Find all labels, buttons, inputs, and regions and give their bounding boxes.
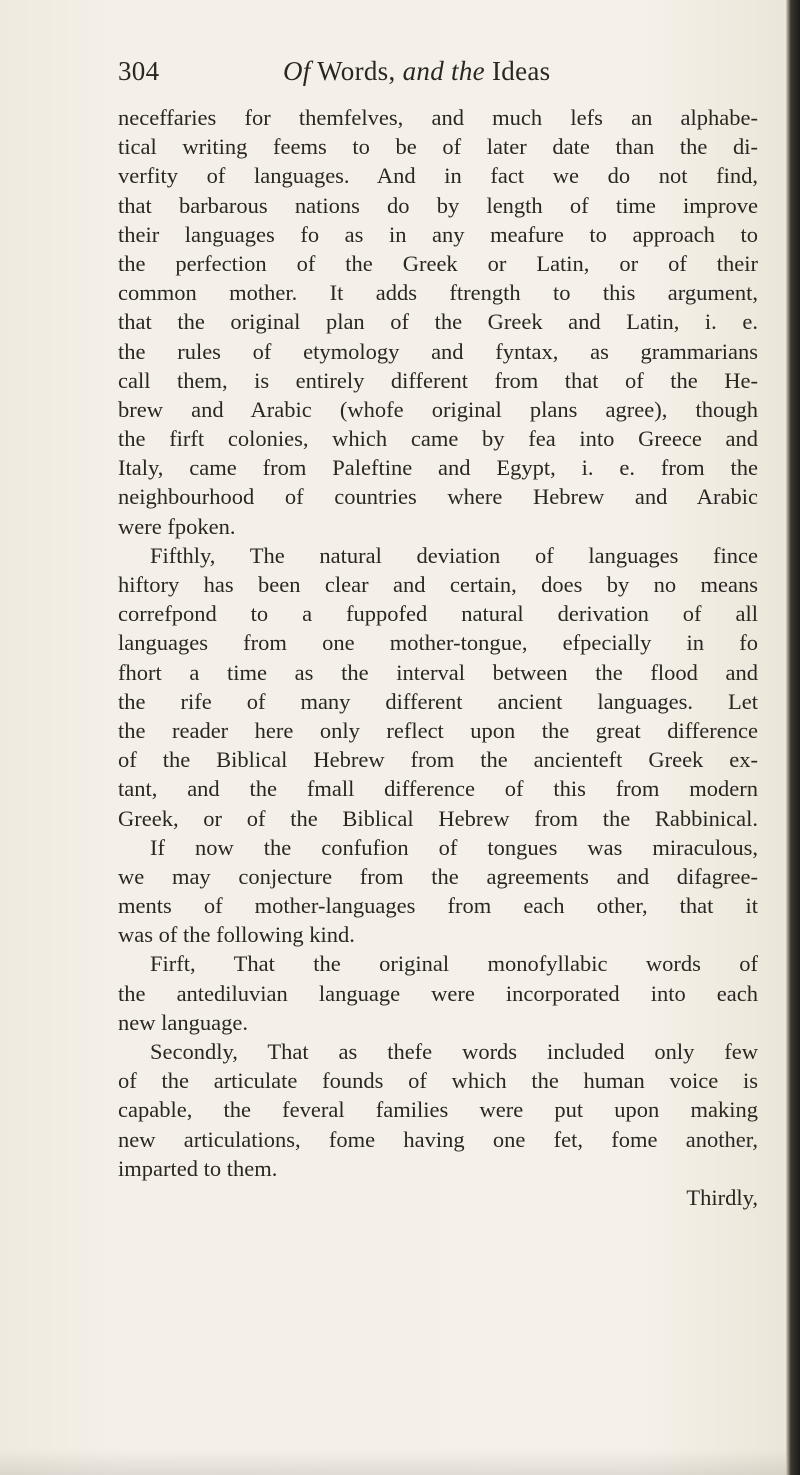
- text-line: that barbarous nations do by length of time improve: [118, 192, 758, 218]
- text-line: ments of mother-languages from each other, that it: [118, 893, 758, 919]
- text-line: that the original plan of the Greek and Latin, i. e.: [118, 309, 758, 335]
- paragraph-start: Firft, That the original monofyllabic words of: [150, 951, 758, 977]
- text-line: neighbourhood of countries where Hebrew and Arabic: [118, 484, 758, 510]
- text-line: we may conjecture from the agreements and difagree-: [118, 863, 758, 889]
- running-title: [283, 56, 550, 87]
- page-number: 304: [118, 56, 160, 86]
- paragraph-start: Fifthly, The natural deviation of languages fince: [150, 542, 758, 568]
- text-line: the reader here only reflect upon the great difference: [118, 717, 758, 743]
- text-line: imparted to them.: [118, 1155, 278, 1181]
- text-line: the antediluvian language were incorporated into each: [118, 980, 758, 1006]
- catchword: Thirdly,: [686, 1184, 758, 1210]
- text-line: neceffaries for themfelves, and much lefs an alphabe-: [118, 105, 758, 130]
- running-header: [118, 56, 758, 96]
- text-line: correfpond to a fuppofed natural derivation of all: [118, 601, 758, 627]
- text-line: was of the following kind.: [118, 922, 355, 948]
- text-line: languages from one mother-tongue, efpecially in fo: [118, 630, 758, 656]
- running-title-and-the: and the: [402, 56, 485, 86]
- text-line: the perfection of the Greek or Latin, or of their: [118, 250, 758, 276]
- text-line: the rules of etymology and fyntax, as grammarians: [118, 338, 758, 364]
- text-line: common mother. It adds ftrength to this argument,: [118, 280, 758, 306]
- text-line: of the articulate founds of which the human voice is: [118, 1068, 758, 1094]
- running-title-of: Of: [283, 56, 311, 86]
- text-line: fhort a time as the interval between the flood and: [118, 659, 758, 685]
- text-line: Italy, came from Paleftine and Egypt, i. e. from the: [118, 455, 758, 481]
- text-line: Greek, or of the Biblical Hebrew from the Rabbinical.: [118, 805, 758, 831]
- body-text: [118, 103, 758, 1212]
- page-bottom-shadow: [0, 1449, 800, 1475]
- text-line: tical writing feems to be of later date than the di-: [118, 134, 758, 160]
- running-title-ideas: Ideas: [492, 56, 551, 86]
- text-line: verfity of languages. And in fact we do not find,: [118, 163, 758, 189]
- text-line: tant, and the fmall difference of this from modern: [118, 776, 758, 802]
- text-line: new articulations, fome having one fet, fome another,: [118, 1126, 758, 1152]
- text-line: capable, the feveral families were put upon making: [118, 1097, 758, 1123]
- text-line: hiftory has been clear and certain, does by no means: [118, 572, 758, 597]
- text-line: new language.: [118, 1009, 248, 1035]
- paragraph-start: Secondly, That as thefe words included only few: [150, 1039, 758, 1064]
- text-line: their languages fo as in any meafure to approach to: [118, 221, 758, 247]
- text-line: the rife of many different ancient languages. Let: [118, 688, 758, 714]
- running-title-words: Words,: [317, 56, 396, 86]
- text-line: were fpoken.: [118, 513, 236, 539]
- text-line: of the Biblical Hebrew from the ancienteft Greek ex-: [118, 747, 758, 773]
- text-line: the firft colonies, which came by fea into Greece and: [118, 426, 758, 452]
- paragraph-start: If now the confufion of tongues was miraculous,: [150, 834, 758, 860]
- text-line: call them, is entirely different from that of the He-: [118, 367, 758, 393]
- text-line: brew and Arabic (whofe original plans agree), though: [118, 396, 758, 422]
- book-spine-edge: [786, 0, 800, 1475]
